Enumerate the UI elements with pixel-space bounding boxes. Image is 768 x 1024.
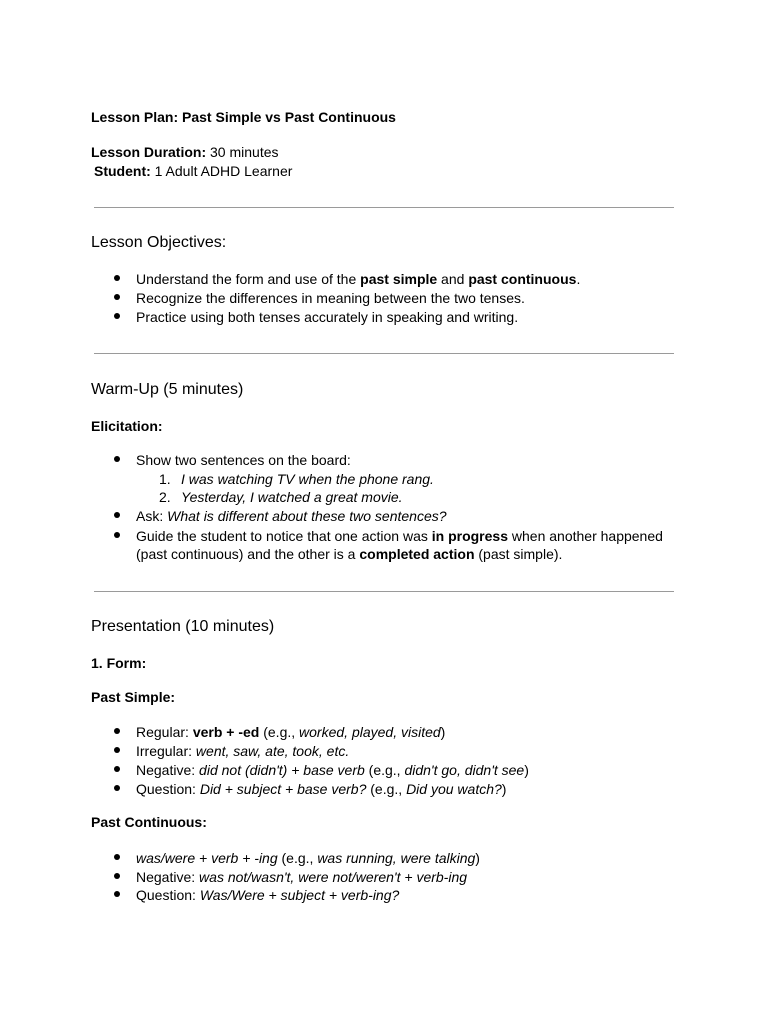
bullet-text: Guide the student to notice that one action was [136, 528, 432, 544]
bullet-italic: Was/Were + subject + verb-ing? [199, 887, 400, 903]
bullet-italic: was not/wasn't, were not/weren't + verb-ing [199, 869, 468, 885]
bullet-text: (e.g., [259, 724, 300, 740]
objective-text: and [437, 271, 469, 287]
lesson-student [94, 162, 292, 180]
bullet-icon [114, 456, 120, 462]
presentation-heading: Presentation (10 minutes) [91, 618, 275, 635]
duration-label: Lesson Duration: [91, 144, 207, 160]
bullet-text: Ask: [136, 508, 168, 524]
bullet-italic: What is different about these two sentences? [167, 508, 447, 524]
bullet-text: Question: [136, 887, 200, 903]
objectives-heading: Lesson Objectives: [91, 234, 227, 251]
warmup-bullet-3-line-1 [136, 527, 663, 545]
warmup-bullet-1: Show two sentences on the board: [136, 452, 351, 468]
past-continuous-form [136, 849, 480, 867]
bullet-italic: worked, played, visited [299, 724, 441, 740]
bullet-italic: did not (didn't) + base verb [199, 762, 365, 778]
duration-value: 30 minutes [210, 144, 279, 160]
bullet-text: Regular: [136, 724, 193, 740]
student-label: Student: [94, 163, 151, 179]
warmup-bullet-3-line-2 [136, 545, 562, 563]
bullet-text: (e.g., [277, 850, 318, 866]
bullet-italic: was running, were talking [317, 850, 476, 866]
past-continuous-negative [136, 868, 467, 886]
past-simple-negative [136, 761, 529, 779]
example-sentence-1 [181, 470, 434, 488]
bullet-text: Irregular: [136, 743, 196, 759]
past-simple-heading: Past Simple: [91, 689, 176, 705]
example-italic: I was watching TV when the phone rang. [181, 471, 434, 487]
bullet-text: (past continuous) and the other is a [136, 546, 360, 562]
bullet-icon [114, 891, 120, 897]
objective-bold: past simple [360, 271, 438, 287]
bullet-italic: was/were + verb + -ing [136, 850, 278, 866]
objective-text: Understand the form and use of the [136, 271, 361, 287]
divider [94, 207, 674, 208]
bullet-text: (e.g., [366, 781, 407, 797]
list-number: 1. [159, 471, 171, 487]
objective-text: . [576, 271, 581, 287]
objective-item-2: Recognize the differences in meaning between the two tenses. [136, 290, 525, 306]
warmup-heading: Warm-Up (5 minutes) [91, 381, 244, 398]
bullet-icon [114, 275, 120, 281]
bullet-text: ) [440, 724, 446, 740]
elicitation-heading: Elicitation: [91, 418, 163, 434]
bullet-text: (past simple). [474, 546, 563, 562]
past-simple-irregular [136, 742, 349, 760]
past-simple-regular [136, 723, 445, 741]
bullet-text: Negative: [136, 869, 200, 885]
bullet-italic: didn't go, didn't see [404, 762, 525, 778]
lesson-title: Lesson Plan: Past Simple vs Past Continuous [91, 109, 396, 125]
bullet-text: when another happened [508, 528, 663, 544]
bullet-italic: Did + subject + base verb? [199, 781, 367, 797]
bullet-icon [114, 728, 120, 734]
bullet-icon [114, 294, 120, 300]
student-value: 1 Adult ADHD Learner [154, 163, 293, 179]
past-continuous-question [136, 886, 399, 904]
warmup-bullet-2 [136, 507, 447, 525]
bullet-bold: in progress [431, 528, 508, 544]
bullet-icon [114, 785, 120, 791]
objective-bold: past continuous [468, 271, 577, 287]
example-italic: Yesterday, I watched a great movie. [181, 489, 403, 505]
bullet-text: ) [524, 762, 529, 778]
divider [94, 591, 674, 592]
divider [94, 353, 674, 354]
lesson-duration [91, 143, 279, 161]
bullet-italic: went, saw, ate, took, etc. [195, 743, 350, 759]
bullet-text: ) [475, 850, 480, 866]
bullet-icon [114, 766, 120, 772]
bullet-icon [114, 313, 120, 319]
bullet-icon [114, 873, 120, 879]
bullet-icon [114, 512, 120, 518]
bullet-italic: Did you watch? [406, 781, 502, 797]
bullet-icon [114, 747, 120, 753]
list-number: 2. [159, 489, 171, 505]
form-heading: 1. Form: [91, 655, 147, 671]
bullet-bold: completed action [359, 546, 475, 562]
past-simple-question [136, 780, 506, 798]
bullet-icon [114, 532, 120, 538]
objective-item-1 [136, 270, 580, 288]
bullet-bold: verb + -ed [192, 724, 260, 740]
bullet-text: Negative: [136, 762, 200, 778]
past-continuous-heading: Past Continuous: [91, 814, 207, 830]
bullet-text: ) [501, 781, 507, 797]
example-sentence-2 [181, 488, 403, 506]
bullet-text: (e.g., [364, 762, 405, 778]
objective-item-3: Practice using both tenses accurately in speaking and writing. [136, 309, 519, 325]
bullet-icon [114, 854, 120, 860]
bullet-text: Question: [136, 781, 200, 797]
